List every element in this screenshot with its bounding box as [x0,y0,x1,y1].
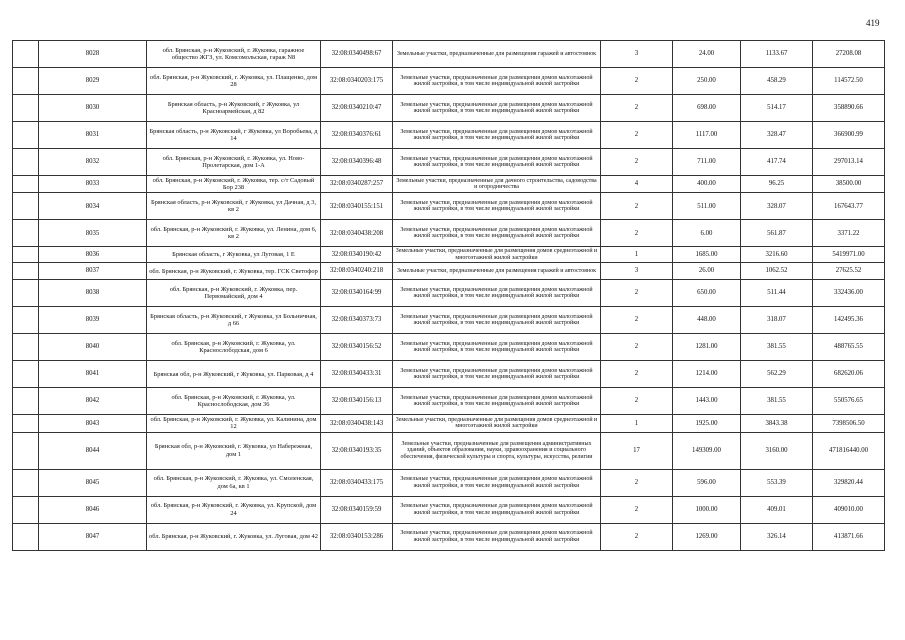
area-cell: 1269.00 [673,523,741,550]
table-row [13,334,885,361]
row-blank-cell [13,68,39,95]
specific-value-cell: 417.74 [741,149,813,176]
area-cell: 511.00 [673,193,741,220]
specific-value-cell: 96.25 [741,176,813,193]
address-cell: обл. Брянская, р-н Жуковский, г. Жуковка, ул. Краснослободская, дом 6 [147,334,321,361]
row-number: 8030 [39,95,147,122]
land-use-cell: Земельные участки, предназначенные для размещения домов малоэтажной жилой застройки, в том числе индивидуальной жилой застройки [393,361,601,388]
specific-value-cell: 326.14 [741,523,813,550]
row-blank-cell [13,263,39,280]
row-blank-cell [13,496,39,523]
cadastral-number-cell: 32:08:0340376:61 [321,122,393,149]
cadastral-number-cell: 32:08:0340373:73 [321,307,393,334]
land-use-cell: Земельные участки, предназначенные для размещения домов малоэтажной жилой застройки, в том числе индивидуальной жилой застройки [393,220,601,247]
land-use-cell: Земельные участки, предназначенные для размещения домов малоэтажной жилой застройки, в том числе индивидуальной жилой застройки [393,307,601,334]
row-blank-cell [13,41,39,68]
land-use-cell: Земельные участки, предназначенные для размещения домов среднеэтажной и многоэтажной жилой застройки [393,415,601,432]
area-cell: 6.00 [673,220,741,247]
table-row [13,263,885,280]
specific-value-cell: 328.07 [741,193,813,220]
specific-value-cell: 3843.38 [741,415,813,432]
row-number: 8047 [39,523,147,550]
table-row [13,415,885,432]
land-use-cell: Земельные участки, предназначенные для размещения административных зданий, объектов образования, науки, здравоохранения и социального обеспечения, физической культуры и спорта, культуры, искусства, религии [393,432,601,469]
cadastral-value-cell: 167643.77 [813,193,885,220]
use-group-cell: 2 [601,469,673,496]
table-row [13,176,885,193]
row-blank-cell [13,247,39,263]
cadastral-value-cell: 3371.22 [813,220,885,247]
address-cell: Брянская обл, р-н Жуковский, г Жуковка, ул. Парковая, д 4 [147,361,321,388]
table-row [13,220,885,247]
address-cell: обл. Брянская, р-н Жуковский, г. Жуковка, пер. Первомайский, дом 4 [147,280,321,307]
cadastral-number-cell: 32:08:0340203:175 [321,68,393,95]
area-cell: 26.00 [673,263,741,280]
row-blank-cell [13,361,39,388]
table-row [13,361,885,388]
area-cell: 1214.00 [673,361,741,388]
row-number: 8039 [39,307,147,334]
cadastral-number-cell: 32:08:0340156:52 [321,334,393,361]
specific-value-cell: 514.17 [741,95,813,122]
address-cell: обл. Брянская, р-н Жуковский, г. Жуковка, ул. Ленина, дом 6, кв 2 [147,220,321,247]
row-number: 8028 [39,41,147,68]
use-group-cell: 17 [601,432,673,469]
cadastral-number-cell: 32:08:0340396:48 [321,149,393,176]
cadastral-number-cell: 32:08:0340433:175 [321,469,393,496]
area-cell: 149309.00 [673,432,741,469]
row-number: 8040 [39,334,147,361]
use-group-cell: 3 [601,263,673,280]
use-group-cell: 2 [601,149,673,176]
table-row [13,280,885,307]
cadastral-value-cell: 27625.52 [813,263,885,280]
specific-value-cell: 318.07 [741,307,813,334]
address-cell: Брянская область, р-н Жуковский, г Жуковка, ул Дачная, д 3, кв 2 [147,193,321,220]
cadastral-value-cell: 471816440.00 [813,432,885,469]
row-blank-cell [13,220,39,247]
table-row [13,149,885,176]
cadastral-value-cell: 413871.66 [813,523,885,550]
land-use-cell: Земельные участки, предназначенные для размещения домов малоэтажной жилой застройки, в том числе индивидуальной жилой застройки [393,95,601,122]
land-use-cell: Земельные участки, предназначенные для размещения домов малоэтажной жилой застройки, в том числе индивидуальной жилой застройки [393,496,601,523]
row-number: 8046 [39,496,147,523]
address-cell: Брянская область, р-н Жуковский, г Жуковка, ул Больничная, д 66 [147,307,321,334]
cadastral-number-cell: 32:08:0340438:208 [321,220,393,247]
table-row [13,68,885,95]
row-number: 8044 [39,432,147,469]
area-cell: 24.00 [673,41,741,68]
land-use-cell: Земельные участки, предназначенные для размещения гаражей и автостоянок [393,263,601,280]
cadastral-number-cell: 32:08:0340433:31 [321,361,393,388]
cadastral-value-cell: 550576.65 [813,388,885,415]
address-cell: обл. Брянская, р-н Жуковский, г. Жуковка, ул. Калинина, дом 12 [147,415,321,432]
row-number: 8036 [39,247,147,263]
use-group-cell: 2 [601,280,673,307]
area-cell: 448.00 [673,307,741,334]
area-cell: 1281.00 [673,334,741,361]
land-use-cell: Земельные участки, предназначенные для размещения домов малоэтажной жилой застройки, в том числе индивидуальной жилой застройки [393,523,601,550]
cadastral-number-cell: 32:08:0340438:143 [321,415,393,432]
address-cell: обл. Брянская, р-н Жуковский, г. Жуковка, ул. Луговая, дом 42 [147,523,321,550]
table-row [13,41,885,68]
table-row [13,247,885,263]
row-number: 8031 [39,122,147,149]
area-cell: 1925.00 [673,415,741,432]
land-use-cell: Земельные участки, предназначенные для дачного строительства, садоводства и огородничества [393,176,601,193]
cadastral-number-cell: 32:08:0340159:59 [321,496,393,523]
area-cell: 711.00 [673,149,741,176]
row-number: 8043 [39,415,147,432]
cadastral-number-cell: 32:08:0340287:257 [321,176,393,193]
area-cell: 650.00 [673,280,741,307]
area-cell: 1117.00 [673,122,741,149]
use-group-cell: 4 [601,176,673,193]
use-group-cell: 3 [601,41,673,68]
area-cell: 1443.00 [673,388,741,415]
specific-value-cell: 409.01 [741,496,813,523]
cadastral-value-cell: 297013.14 [813,149,885,176]
use-group-cell: 2 [601,95,673,122]
land-use-cell: Земельные участки, предназначенные для размещения гаражей и автостоянок [393,41,601,68]
table-row [13,193,885,220]
use-group-cell: 2 [601,388,673,415]
land-plots-table [12,40,885,551]
address-cell: Брянская область, р-н Жуковский, г Жуковка, ул Красноармейская, д 82 [147,95,321,122]
cadastral-value-cell: 38500.00 [813,176,885,193]
cadastral-value-cell: 27208.08 [813,41,885,68]
cadastral-value-cell: 329820.44 [813,469,885,496]
row-blank-cell [13,193,39,220]
cadastral-value-cell: 682620.06 [813,361,885,388]
use-group-cell: 2 [601,307,673,334]
page-number: 419 [866,18,880,28]
use-group-cell: 2 [601,220,673,247]
specific-value-cell: 561.87 [741,220,813,247]
land-use-cell: Земельные участки, предназначенные для размещения домов малоэтажной жилой застройки, в том числе индивидуальной жилой застройки [393,193,601,220]
cadastral-value-cell: 332436.00 [813,280,885,307]
land-use-cell: Земельные участки, предназначенные для размещения домов малоэтажной жилой застройки, в том числе индивидуальной жилой застройки [393,334,601,361]
use-group-cell: 2 [601,68,673,95]
use-group-cell: 2 [601,523,673,550]
row-number: 8045 [39,469,147,496]
table-row [13,307,885,334]
use-group-cell: 1 [601,247,673,263]
row-blank-cell [13,432,39,469]
row-blank-cell [13,415,39,432]
row-blank-cell [13,149,39,176]
row-number: 8032 [39,149,147,176]
specific-value-cell: 553.39 [741,469,813,496]
address-cell: обл. Брянская, р-н Жуковский, г. Жуковка, ул. Плащенко, дом 28 [147,68,321,95]
row-blank-cell [13,388,39,415]
cadastral-number-cell: 32:08:0340193:35 [321,432,393,469]
specific-value-cell: 381.55 [741,388,813,415]
area-cell: 596.00 [673,469,741,496]
land-use-cell: Земельные участки, предназначенные для размещения домов малоэтажной жилой застройки, в том числе индивидуальной жилой застройки [393,469,601,496]
table-row [13,95,885,122]
address-cell: обл. Брянская, р-н Жуковский, г. Жуковка, ул. Ново-Пролетарская, дом 1-А [147,149,321,176]
cadastral-number-cell: 32:08:0340210:47 [321,95,393,122]
cadastral-value-cell: 409010.00 [813,496,885,523]
table-row [13,469,885,496]
row-number: 8035 [39,220,147,247]
table-row [13,388,885,415]
cadastral-number-cell: 32:08:0340155:151 [321,193,393,220]
cadastral-value-cell: 114572.50 [813,68,885,95]
cadastral-number-cell: 32:08:0340240:218 [321,263,393,280]
address-cell: обл. Брянская, р-н Жуковский, г. Жуковка, тер. ГСК Светофор [147,263,321,280]
row-number: 8033 [39,176,147,193]
area-cell: 1685.00 [673,247,741,263]
row-blank-cell [13,469,39,496]
cadastral-number-cell: 32:08:0340498:67 [321,41,393,68]
cadastral-value-cell: 7398506.50 [813,415,885,432]
specific-value-cell: 1062.52 [741,263,813,280]
row-number: 8037 [39,263,147,280]
specific-value-cell: 511.44 [741,280,813,307]
use-group-cell: 2 [601,361,673,388]
use-group-cell: 2 [601,193,673,220]
land-use-cell: Земельные участки, предназначенные для размещения домов малоэтажной жилой застройки, в том числе индивидуальной жилой застройки [393,280,601,307]
row-blank-cell [13,280,39,307]
row-blank-cell [13,334,39,361]
specific-value-cell: 458.29 [741,68,813,95]
row-blank-cell [13,95,39,122]
cadastral-number-cell: 32:08:0340156:13 [321,388,393,415]
row-number: 8038 [39,280,147,307]
table-row [13,496,885,523]
address-cell: обл. Брянская, р-н Жуковский, г. Жуковка, гаражное общество ЖГЗ, ул. Комсомольская, гараж N8 [147,41,321,68]
cadastral-number-cell: 32:08:0340190:42 [321,247,393,263]
address-cell: Брянская область, р-н Жуковский, г Жуковка, ул Воробьева, д 14 [147,122,321,149]
address-cell: обл. Брянская, р-н Жуковский, г. Жуковка, ул. Краснослободская, дом 36 [147,388,321,415]
specific-value-cell: 3216.60 [741,247,813,263]
use-group-cell: 2 [601,496,673,523]
area-cell: 250.00 [673,68,741,95]
row-number: 8034 [39,193,147,220]
cadastral-number-cell: 32:08:0340153:286 [321,523,393,550]
address-cell: Брянская обл, р-н Жуковский, г. Жуковка, ул Набережная, дом 1 [147,432,321,469]
address-cell: обл. Брянская, р-н Жуковский, г. Жуковка, ул. Смоленская, дом 6а, кв 1 [147,469,321,496]
row-blank-cell [13,176,39,193]
specific-value-cell: 1133.67 [741,41,813,68]
land-use-cell: Земельные участки, предназначенные для размещения домов малоэтажной жилой застройки, в том числе индивидуальной жилой застройки [393,68,601,95]
address-cell: обл. Брянская, р-н Жуковский, г. Жуковка, ул. Крупской, дом 24 [147,496,321,523]
table-row [13,432,885,469]
row-blank-cell [13,307,39,334]
cadastral-value-cell: 488765.55 [813,334,885,361]
row-blank-cell [13,523,39,550]
row-blank-cell [13,122,39,149]
cadastral-value-cell: 358890.66 [813,95,885,122]
land-use-cell: Земельные участки, предназначенные для размещения домов среднеэтажной и многоэтажной жилой застройки [393,247,601,263]
cadastral-value-cell: 142495.36 [813,307,885,334]
use-group-cell: 2 [601,122,673,149]
specific-value-cell: 3160.00 [741,432,813,469]
address-cell: обл. Брянская, р-н Жуковский, г. Жуковка, тер. с/т Садовый Бор 238 [147,176,321,193]
table-row [13,523,885,550]
cadastral-value-cell: 366900.99 [813,122,885,149]
address-cell: Брянская область, г Жуковка, ул Луговая, 1 Е [147,247,321,263]
area-cell: 698.00 [673,95,741,122]
specific-value-cell: 562.29 [741,361,813,388]
row-number: 8042 [39,388,147,415]
use-group-cell: 1 [601,415,673,432]
land-use-cell: Земельные участки, предназначенные для размещения домов малоэтажной жилой застройки, в том числе индивидуальной жилой застройки [393,122,601,149]
cadastral-number-cell: 32:08:0340164:99 [321,280,393,307]
specific-value-cell: 328.47 [741,122,813,149]
specific-value-cell: 381.55 [741,334,813,361]
land-use-cell: Земельные участки, предназначенные для размещения домов малоэтажной жилой застройки, в том числе индивидуальной жилой застройки [393,149,601,176]
area-cell: 1000.00 [673,496,741,523]
table-row [13,122,885,149]
land-use-cell: Земельные участки, предназначенные для размещения домов малоэтажной жилой застройки, в том числе индивидуальной жилой застройки [393,388,601,415]
cadastral-value-cell: 5419971.00 [813,247,885,263]
area-cell: 400.00 [673,176,741,193]
row-number: 8041 [39,361,147,388]
row-number: 8029 [39,68,147,95]
use-group-cell: 2 [601,334,673,361]
